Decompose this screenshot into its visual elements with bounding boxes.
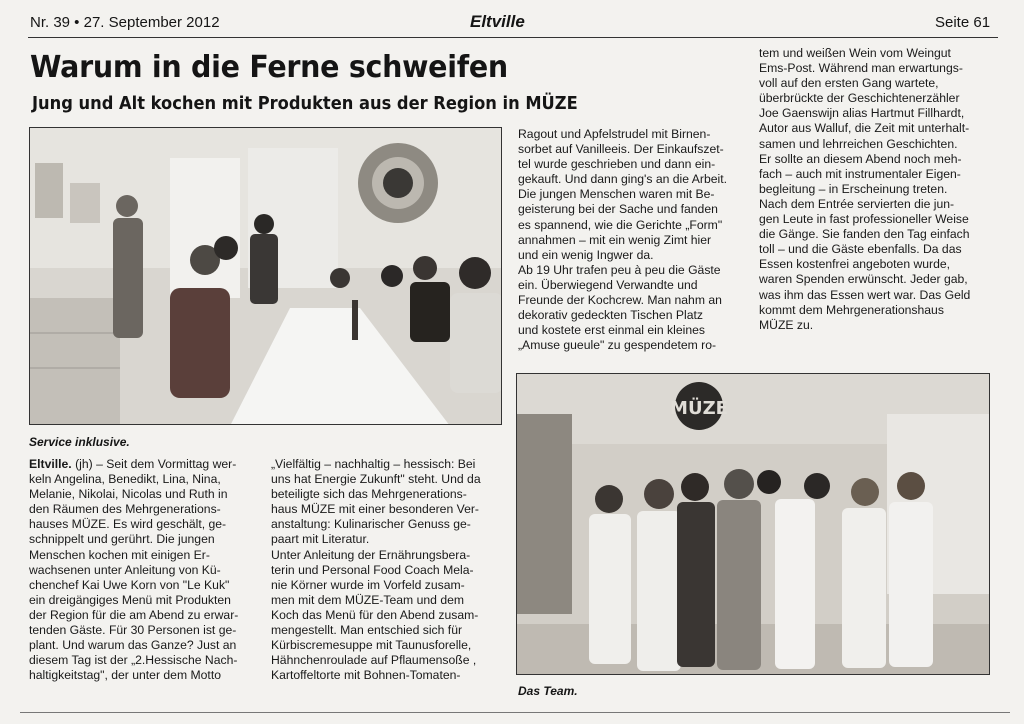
header-rule — [28, 37, 998, 38]
text-column-3: Ragout und Apfelstrudel mit Birnen- sorbet auf Vanilleeis. Der Einkaufszet- tel wurde geschrieben und dann ein- gekauft. Und dann ging's an die Arbeit. Die jungen Menschen waren mit Be- geisterung bei der Sache und fanden es spannend, wie die Gerichte „Form" annahmen – mit ein wenig Zimt hier und ein wenig Ingwer da. Ab 19 Uhr trafen peu à peu die Gäste ein. Überwiegend Verwandte und Freunde der Kochcrew. Man nahm an dekorativ gedeckten Tischen Platz und kostete erst einmal ein kleines „Amuse gueule" zu gespendetem ro- — [518, 127, 727, 353]
text-column-4: tem und weißen Wein vom Weingut Ems-Post. Während man erwartungs- voll auf den ersten Gang wartete, überbrückte der Geschichtenerzähler Joe Gaenswijn alias Hartmut Fillhardt, Autor aus Walluf, die Zeit mit unterhalt- samen und lehrreichen Geschichten. Er sollte an diesem Abend noch meh- fach – auch mit instrumentaler Eigen- begleitung – in Erscheinung treten. Nach dem Entrée servierten die jun- gen Leute in fast professioneller Weise die Gänge. Sie fanden den Tag einfach toll – und die Gäste ebenfalls. Da das Essen kostenfrei angeboten wurde, waren Spenden erwünscht. Jeder gab, was ihm das Essen wert war. Das Geld kommt dem Mehrgenerationshaus MÜZE zu. — [759, 46, 971, 332]
sign-text: MÜZE — [670, 398, 728, 419]
headline: Warum in die Ferne schweifen — [30, 50, 508, 85]
section-title: Eltville — [470, 12, 525, 31]
photo-service-illustration — [30, 128, 502, 425]
photo-team — [516, 373, 990, 675]
text-column-2: „Vielfältig – nachhaltig – hessisch: Bei uns hat Energie Zukunft" steht. Und da beteiligte sich das Mehrgenerations- haus MÜZE mit einer besonderen Ver- anstaltung: Kulinarischer Genuss ge- paart mit Literatur. Unter Anleitung der Ernährungsbera- terin und Personal Food Coach Mela- nie Körner wurde im Vorfeld zusam- men mit dem MÜZE-Team und dem Koch das Menü für den Abend zusam- mengestellt. Man entschied sich für Kürbiscremesuppe mit Taunusforelle, Hähnchenroulade auf Pflaumensoße , Kartoffeltorte mit Bohnen-Tomaten- — [271, 457, 481, 683]
page-number: Seite 61 — [935, 14, 991, 31]
photo-team-illustration — [517, 374, 990, 675]
column-1-body: (jh) – Seit dem Vormittag wer- keln Angelina, Benedikt, Lina, Nina, Melanie, Nikolai, Nicolas und Ruth in den Räumen des Mehrgenerations- hauses MÜZE. Es wird geschält, ge- schnippelt und gerührt. Die jungen Menschen kochen mit einigen Er- wachsenen unter Anleitung von Kü- chenchef Kai Uwe Korn von "Le Kuk" ein dreigängiges Menü mit Produkten der Region für die am Abend zu erwar- tenden Gäste. Für 30 Personen ist ge- plant. Und warum das Ganze? Just an diesem Tag ist der „2.Hessische Nach- haltigkeitstag", der unter dem Motto — [29, 457, 239, 683]
dateline: Eltville. — [29, 457, 72, 471]
subheadline: Jung und Alt kochen mit Produkten aus der Region in MÜZE — [32, 94, 578, 114]
caption-team: Das Team. — [518, 684, 578, 698]
caption-service: Service inklusive. — [29, 435, 130, 449]
photo-service — [29, 127, 502, 425]
footer-rule — [20, 712, 1010, 713]
text-column-1 — [29, 457, 262, 683]
issue-date: Nr. 39 • 27. September 2012 — [30, 14, 220, 31]
